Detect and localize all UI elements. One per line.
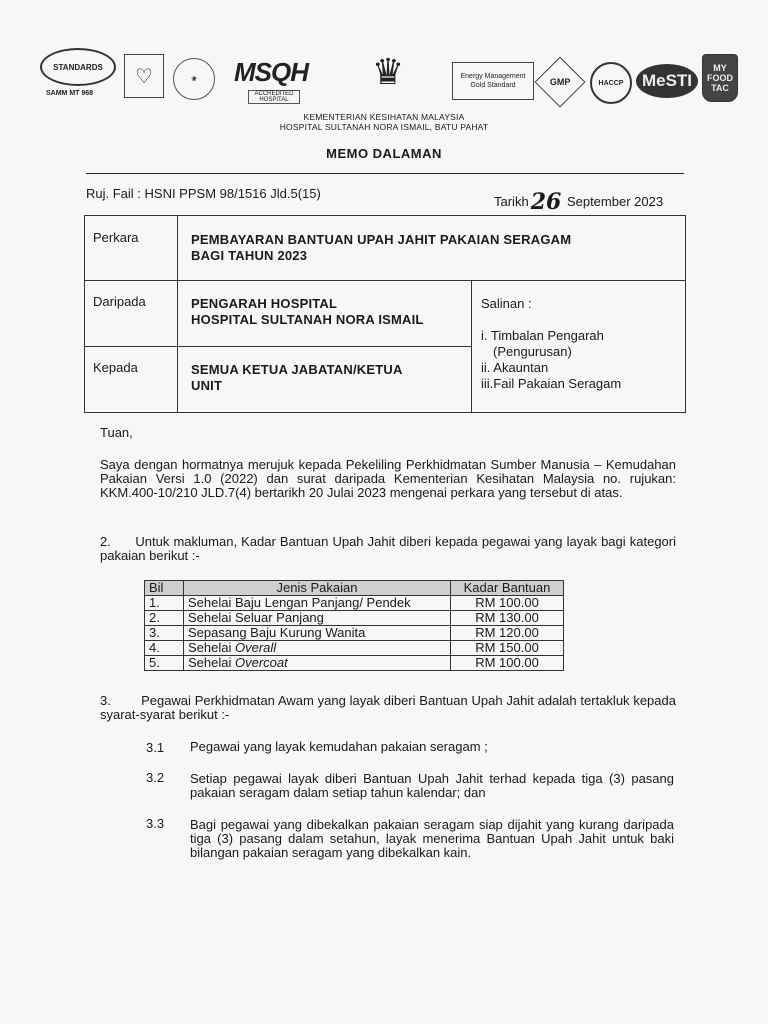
perkara-line2: BAGI TAHUN 2023 (191, 248, 308, 263)
gmp-logo (535, 57, 586, 108)
row-jenis-prefix: Sehelai (188, 655, 235, 670)
row-bil: 2. (145, 611, 184, 626)
haccp-logo: HACCP (590, 62, 632, 104)
row-jenis-prefix: Sehelai (188, 640, 235, 655)
mesti-logo: MeSTI (636, 64, 698, 98)
letterhead (0, 112, 768, 132)
perkara-value (191, 232, 571, 264)
memo-title: MEMO DALAMAN (326, 146, 442, 161)
salinan-item: ii. Akauntan (481, 360, 549, 375)
row-jenis (184, 641, 451, 656)
row-kadar: RM 130.00 (451, 611, 564, 626)
row-jenis (184, 626, 451, 641)
kepada-line1: SEMUA KETUA JABATAN/KETUA (191, 362, 403, 377)
rates-table-header (145, 581, 564, 596)
row-bil: 1. (145, 596, 184, 611)
malaysia-coat-of-arms-icon: ♛ (371, 51, 405, 92)
row-bil: 5. (145, 656, 184, 671)
msqh-accredited-label: ACCREDITED HOSPITAL (248, 90, 300, 104)
row-jenis-item: Overcoat (234, 655, 288, 670)
my-food-tac-logo (702, 54, 738, 102)
paragraph-3-text: Pegawai Perkhidmatan Awam yang layak diberi Bantuan Upah Jahit adalah tertakluk kepada syarat-syarat berikut :- (100, 693, 676, 722)
salinan-item-continued: (Pengurusan) (493, 344, 572, 359)
gmp-logo-text: GMP (549, 76, 571, 87)
date-month-year: September 2023 (566, 194, 664, 209)
kepada-line2: UNIT (191, 378, 223, 393)
salutation: Tuan, (100, 425, 133, 440)
condition-3-2: Setiap pegawai layak diberi Bantuan Upah Jahit terhad kepada tiga (3) pasang pakaian seragam dalam setiap tahun kalendar; dan (190, 771, 674, 800)
memo-date (494, 186, 664, 215)
row-kadar: RM 100.00 (451, 596, 564, 611)
hiv-ribbon-logo: ❀ (173, 58, 215, 100)
energy-logo-line1: Energy Management (460, 73, 526, 80)
row-kadar: RM 150.00 (451, 641, 564, 656)
table-row (145, 641, 564, 656)
daripada-line2: HOSPITAL SULTANAH NORA ISMAIL (191, 312, 424, 327)
salinan-list (481, 328, 681, 392)
row-jenis (184, 611, 451, 626)
kepada-value (191, 362, 403, 394)
paragraph-2-number: 2. (100, 534, 111, 549)
daripada-label: Daripada (93, 294, 146, 309)
date-label: Tarikh (494, 194, 529, 209)
kepada-label: Kepada (93, 360, 138, 375)
paragraph-2-text: Untuk makluman, Kadar Bantuan Upah Jahit diberi kepada pegawai yang layak bagi kategori pakaian berikut :- (100, 534, 677, 563)
file-reference: Ruj. Fail : HSNI PPSM 98/1516 Jld.5(15) (86, 186, 321, 201)
row-jenis-prefix: Sehelai (188, 595, 235, 610)
column-header-bil: Bil (145, 581, 184, 596)
salinan-item: iii.Fail Pakaian Seragam (481, 376, 622, 391)
table-divider (85, 346, 471, 347)
column-header-kadar: Kadar Bantuan (451, 581, 564, 596)
row-jenis-item: Overall (234, 640, 277, 655)
row-jenis-item: Baju Kurung Wanita (250, 625, 366, 640)
condition-3-1: Pegawai yang layak kemudahan pakaian seragam ; (190, 739, 488, 754)
hospital-name: HOSPITAL SULTANAH NORA ISMAIL, BATU PAHAT (279, 122, 489, 132)
row-jenis-item: Seluar Panjang (234, 610, 324, 625)
row-jenis-prefix: Sepasang (188, 625, 251, 640)
row-kadar: RM 120.00 (451, 626, 564, 641)
table-row (145, 656, 564, 671)
row-jenis (184, 596, 451, 611)
row-kadar: RM 100.00 (451, 656, 564, 671)
condition-3-3: Bagi pegawai yang dibekalkan pakaian seragam siap dijahit yang kurang daripada tiga (3) pasang dalam setahun, layak menerima Bantuan Upah Jahit untuk baki bilangan pakaian seragam yang dibekalkan kain. (190, 817, 674, 860)
perkara-label: Perkara (93, 230, 139, 245)
table-divider (177, 216, 178, 412)
header-divider (86, 173, 684, 174)
salinan-label: Salinan : (481, 296, 532, 311)
logo-strip (38, 40, 738, 112)
row-bil: 4. (145, 641, 184, 656)
perkara-line1: PEMBAYARAN BANTUAN UPAH JAHIT PAKAIAN SERAGAM (191, 232, 572, 247)
standards-certificate-number: SAMM MT 968 (46, 90, 94, 97)
rates-table (144, 580, 564, 671)
standards-logo (40, 48, 116, 86)
msqh-logo: MSQH (234, 56, 308, 87)
food-logo-line2: FOOD (707, 73, 733, 83)
table-row (145, 626, 564, 641)
salinan-item: i. Timbalan Pengarah (481, 328, 604, 343)
table-divider (85, 280, 685, 281)
table-row (145, 611, 564, 626)
paragraph-1: Saya dengan hormatnya merujuk kepada Pekeliling Perkhidmatan Sumber Manusia – Kemudahan Pakaian Versi 1.0 (2022) dan surat daripada Kementerian Kesihatan Malaysia no. rujukan: KKM.400-10/210 JLD.7(4) bertarikh 20 Julai 2023 mengenai perkara yang tersebut di atas. (100, 457, 676, 500)
baby-friendly-logo: ♡ (124, 54, 164, 98)
condition-number: 3.2 (146, 770, 165, 785)
row-bil: 3. (145, 626, 184, 641)
memo-header-table (84, 215, 686, 413)
paragraph-2 (100, 535, 676, 563)
column-header-jenis: Jenis Pakaian (184, 581, 451, 596)
energy-management-logo (452, 62, 534, 100)
daripada-line1: PENGARAH HOSPITAL (191, 296, 338, 311)
food-logo-line1: MY (713, 63, 727, 73)
paragraph-3-number: 3. (100, 693, 111, 708)
row-jenis (184, 656, 451, 671)
date-day-handwritten: 26 (530, 189, 562, 215)
energy-logo-line2: Gold Standard (470, 82, 516, 89)
table-divider (471, 280, 472, 412)
condition-number: 3.3 (146, 816, 165, 831)
table-row (145, 596, 564, 611)
food-logo-line3: TAC (711, 83, 729, 93)
standards-logo-text: STANDARDS (53, 62, 103, 72)
row-jenis-item: Baju Lengan Panjang/ Pendek (234, 595, 411, 610)
daripada-value (191, 296, 424, 328)
row-jenis-prefix: Sehelai (188, 610, 235, 625)
paragraph-3 (100, 694, 676, 722)
condition-number: 3.1 (146, 740, 165, 755)
ministry-name: KEMENTERIAN KESIHATAN MALAYSIA (303, 112, 465, 122)
